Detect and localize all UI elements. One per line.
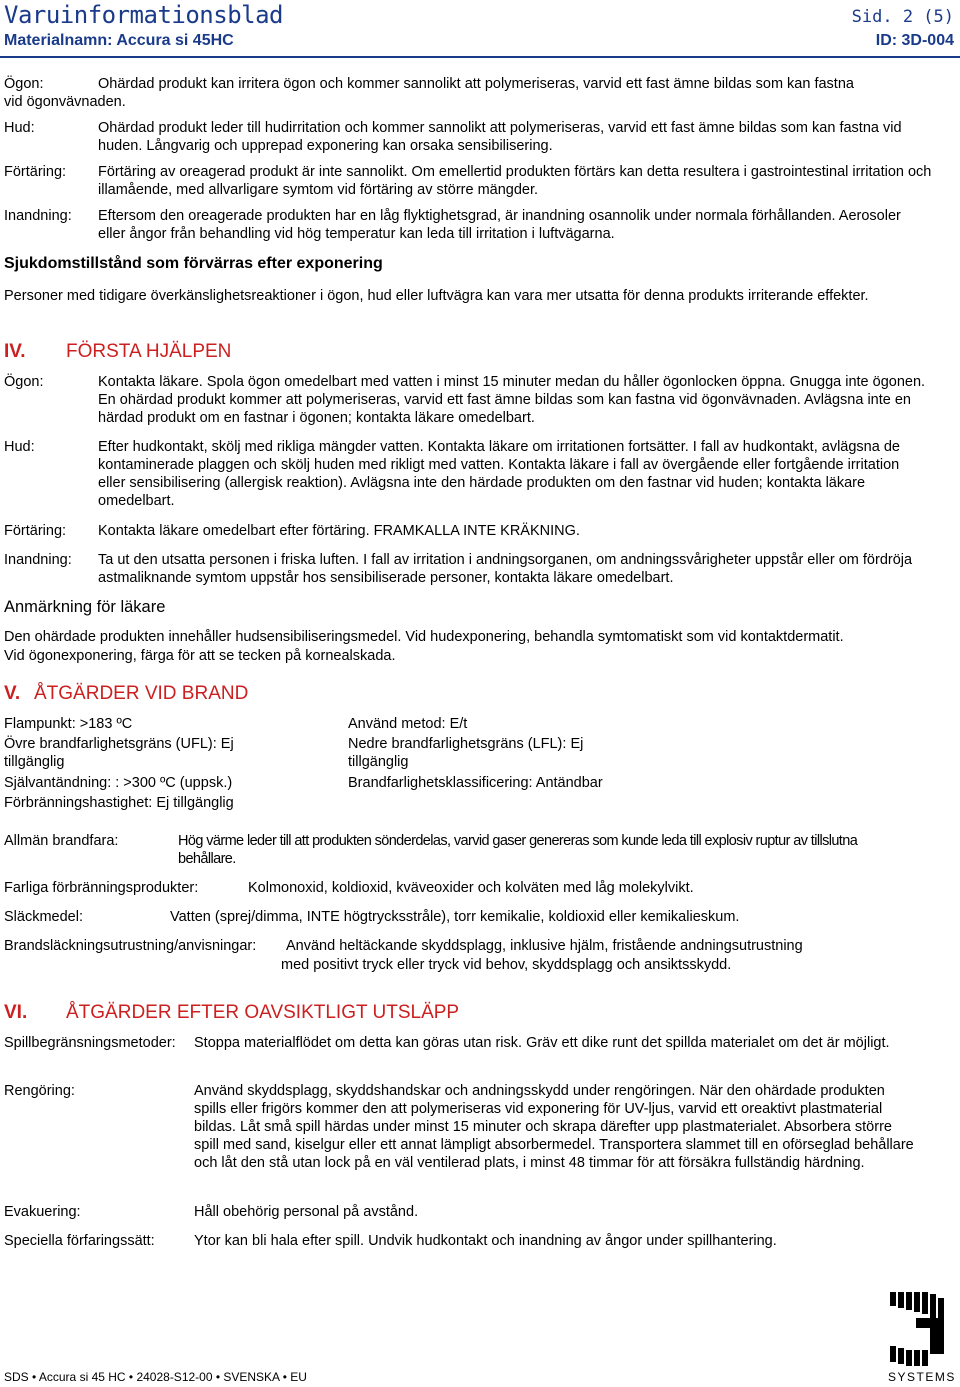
- flash-point: Flampunkt: >183 ºC: [4, 716, 133, 732]
- upper-flammability-limit-line2: tillgänglig: [4, 754, 65, 770]
- exposure-ingestion-text: Förtäring av oreagerad produkt är inte sannolikt. Om emellertid produkten förtärs kan detta resultera i gastrointestinal irritation och illamående, med allvarligare symtom vid förtäring av större mängder.: [98, 164, 932, 198]
- logo-wordmark: SYSTEMS: [888, 1370, 956, 1384]
- document-title: Varuinformationsblad: [4, 1, 283, 29]
- section-v-title: ÅTGÄRDER VID BRAND: [34, 683, 249, 704]
- section-v-number: V.: [4, 683, 21, 704]
- footer-text: SDS • Accura si 45 HC • 24028-S12-00 • SVENSKA • EU: [4, 1370, 307, 1384]
- lower-flammability-limit-line2: tillgänglig: [348, 754, 409, 770]
- exposure-eyes-text-line1: Ohärdad produkt kan irritera ögon och kommer sannolikt att polymeriseras, varvid ett fast ämne bildas som kan fastna: [98, 76, 854, 92]
- company-logo: [886, 1290, 956, 1385]
- exposure-inhalation-label: Inandning:: [4, 208, 72, 224]
- firstaid-skin-label: Hud:: [4, 439, 35, 455]
- containment-label: Spillbegränsningsmetoder:: [4, 1035, 176, 1051]
- firefighting-equipment-label: Brandsläckningsutrustning/anvisningar:: [4, 938, 257, 954]
- combustion-products-label: Farliga förbränningsprodukter:: [4, 880, 199, 896]
- exposure-ingestion-label: Förtäring:: [4, 164, 67, 180]
- document-id: ID: 3D-004: [875, 32, 954, 49]
- extinguishing-media-text: Vatten (sprej/dimma, INTE högtrycksstråle), torr kemikalie, koldioxid eller kemikalieskum.: [170, 909, 740, 925]
- exposure-inhalation-text: Eftersom den oreagerade produkten har en låg flyktighetsgrad, är inandning osannolik under normala förhållanden. Aerosoler eller ångor från behandling vid hög temperatur kan leda till irritation i luftvägarna.: [98, 208, 901, 242]
- firefighting-equipment-text-line2: med positivt tryck eller tryck vid behov, skyddsplagg och ansiktsskydd.: [281, 957, 732, 973]
- autoignition: Självantändning: : >300 ºC (uppsk.): [4, 775, 233, 791]
- section-vi-title: ÅTGÄRDER EFTER OAVSIKTLIGT UTSLÄPP: [66, 1002, 460, 1023]
- page-number: Sid. 2 (5): [851, 7, 954, 27]
- combustion-products-text: Kolmonoxid, koldioxid, kväveoxider och kolväten med låg molekylvikt.: [248, 880, 694, 896]
- section-vi-number: VI.: [4, 1002, 28, 1023]
- method-used: Använd metod: E/t: [348, 716, 468, 732]
- firstaid-inhalation-label: Inandning:: [4, 552, 72, 568]
- firstaid-ingestion-text: Kontakta läkare omedelbart efter förtäring. FRAMKALLA INTE KRÄKNING.: [98, 523, 580, 539]
- containment-text: Stoppa materialflödet om detta kan göras utan risk. Gräv ett dike runt det spillda materialet om det är möjligt.: [194, 1035, 890, 1051]
- exposure-eyes-text-line2: vid ögonvävnaden.: [4, 94, 126, 110]
- general-hazard-label: Allmän brandfara:: [4, 833, 119, 849]
- exposure-skin-text: Ohärdad produkt leder till hudirritation och kommer sannolikt att polymeriseras, varvid ett fast ämne bildas som kan fastna vid huden. Långvarig och upprepad exponering kan orsaka sensibilisering.: [98, 120, 902, 154]
- firstaid-eyes-label: Ögon:: [4, 374, 44, 390]
- firstaid-inhalation-text: Ta ut den utsatta personen i friska luften. I fall av irritation i andningsorganen, om andningssvårigheter uppstår eller om fördröja astmaliknande symtom uppstår hos sensibiliserade personer, kontakta läkare omedelbart.: [98, 552, 913, 586]
- aggravated-heading: Sjukdomstillstånd som förvärras efter exponering: [4, 255, 383, 272]
- header-divider: [0, 56, 960, 58]
- firstaid-eyes-text: Kontakta läkare. Spola ögon omedelbart med vatten i minst 15 minuter medan du håller ögonlocken öppna. Gnugga inte ögonen. En ohärdad produkt kommer att polymeriseras, varvid ett fast ämne bildas som kan fastna vid ögonvävnaden. Avlägsna inte en härdad produkt om en fastnar i ögonen; kontakta läkare omedelbart.: [98, 374, 926, 426]
- physician-note-text-line2: Vid ögonexponering, färga för att se tecken på kornealskada.: [4, 648, 396, 664]
- physician-note-heading: Anmärkning för läkare: [4, 598, 166, 616]
- flammability-classification: Brandfarlighetsklassificering: Antändbar: [348, 775, 603, 791]
- section-iv-title: FÖRSTA HJÄLPEN: [66, 341, 232, 362]
- evacuation-label: Evakuering:: [4, 1204, 81, 1220]
- firefighting-equipment-text-line1: Använd heltäckande skyddsplagg, inklusive hjälm, fristående andningsutrustning: [286, 938, 803, 954]
- burn-rate: Förbränningshastighet: Ej tillgänglig: [4, 795, 234, 811]
- exposure-eyes-label: Ögon:: [4, 76, 44, 92]
- firstaid-skin-text: Efter hudkontakt, skölj med rikliga mängder vatten. Kontakta läkare om irritationen fortsätter. I fall av hudkontakt, avlägsna de kontaminerade plaggen och skölj huden med rikligt med vatten. Kontakta läkare i fall av övergående eller fortgående irritation eller sensibilisering (allergisk reaktion). Avlägsna inte den härdade produkten om den fastnar vid huden; kontakta läkare omedelbart.: [98, 439, 900, 509]
- general-hazard-text: Hög värme leder till att produkten sönderdelas, varvid gaser genereras som kunde leda till explosiv ruptur av tillslutna behållare.: [178, 833, 858, 867]
- special-procedures-text: Ytor kan bli hala efter spill. Undvik hudkontakt och inandning av ångor under spillhantering.: [194, 1233, 777, 1249]
- extinguishing-media-label: Släckmedel:: [4, 909, 83, 925]
- exposure-skin-label: Hud:: [4, 120, 35, 136]
- lower-flammability-limit-line1: Nedre brandfarlighetsgräns (LFL): Ej: [348, 736, 584, 752]
- material-name: Materialnamn: Accura si 45HC: [4, 32, 234, 49]
- evacuation-text: Håll obehörig personal på avstånd.: [194, 1204, 419, 1220]
- section-iv-number: IV.: [4, 341, 26, 362]
- physician-note-text-line1: Den ohärdade produkten innehåller hudsensibiliseringsmedel. Vid hudexponering, behandla symtomatiskt som vid kontaktdermatit.: [4, 629, 844, 645]
- cleanup-text: Använd skyddsplagg, skyddshandskar och andningsskydd under rengöringen. När den ohärdade produkten spills eller frigörs kommer den att polymeriseras vid exponering för UV-ljus, varvid ett oreaktivt plastmaterial bildas. Låt små spill härdas under minst 15 minuter och skrapa därefter upp plastmaterialet. Absorbera större spill med sand, kiselgur eller ett annat lämpligt absorbermedel. Transportera slammet till en oförseglad behållare och låt den stå utan lock på en väl ventilerad plats, i minst 48 timmar för att försäkra fullständig härdning.: [194, 1083, 914, 1171]
- special-procedures-label: Speciella förfaringssätt:: [4, 1233, 155, 1249]
- upper-flammability-limit-line1: Övre brandfarlighetsgräns (UFL): Ej: [4, 736, 234, 752]
- aggravated-text: Personer med tidigare överkänslighetsreaktioner i ögon, hud eller luftvägra kan vara mer utsatta för denna produkts irriterande effekter.: [4, 288, 869, 304]
- firstaid-ingestion-label: Förtäring:: [4, 523, 67, 539]
- cleanup-label: Rengöring:: [4, 1083, 75, 1099]
